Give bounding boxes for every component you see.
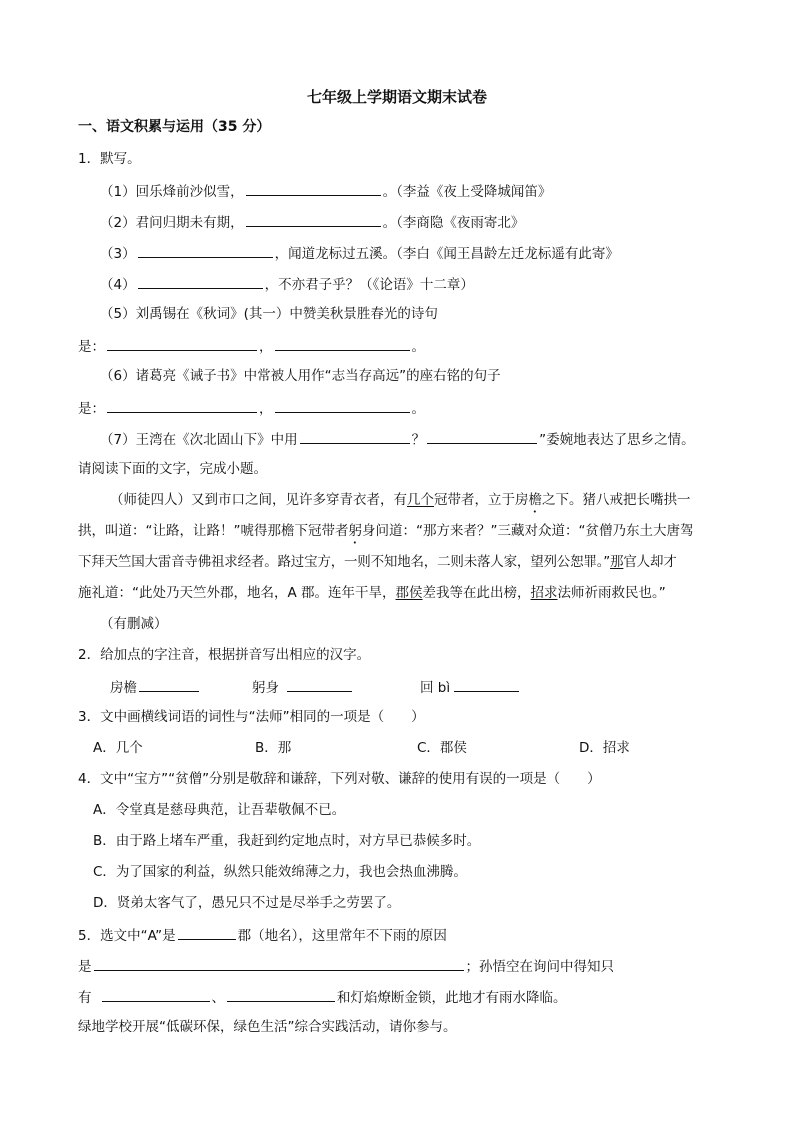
passage-text: 拱，叫道：“让路，让路！”唬得那檐下冠带者 [78,523,349,539]
q1-item-7 [100,429,695,449]
q2-item-a [110,677,201,697]
q1-item-3-pre: （3） [100,246,136,262]
q4-option-c[interactable]: C．为了国家的利益，纵然只能效绵薄之力，我也会热血沸腾。 [93,864,467,880]
answer-blank[interactable] [454,677,519,692]
q3-option-a[interactable]: A．几个 [93,740,143,756]
underlined-word: 招求 [530,585,558,601]
page-title: 七年级上学期语文期末试卷 [306,88,487,106]
q2-word: 房檐 [110,680,137,696]
q5-line-2 [78,956,614,976]
passage-line-2 [78,522,693,547]
q5-text: 和灯焰燎断金锁，此地才有雨水降临。 [337,990,567,1006]
answer-blank[interactable] [138,243,273,258]
passage-text: 身问道：“那方来者？”三藏对众道：“贫僧乃东土大唐驾 [362,523,694,539]
reading-intro: 请阅读下面的文字，完成小题。 [78,461,267,477]
q2-item-c [420,677,521,697]
q1-item-3-post: ，闻道龙标过五溪。（李白《闻王昌龄左迁龙标遥有此寄》 [274,246,619,262]
q5-line-1 [78,925,447,945]
q4-option-d[interactable]: D．贤弟太客气了，愚兄只不过是尽举手之劳罢了。 [93,895,401,911]
q5-text: 、 [211,990,225,1006]
q1-item-2 [100,212,524,232]
q4-option-b[interactable]: B．由于路上堵车严重，我赶到约定地点时，对方早已恭候多时。 [93,833,481,849]
q1-item-5-pre: 是： [78,339,105,355]
passage-text: 官人却才 [623,554,677,570]
passage-line-3 [78,553,677,571]
answer-blank[interactable] [287,677,352,692]
passage-line-4 [78,584,666,602]
q5-line-3 [78,987,567,1007]
answer-blank[interactable] [275,398,410,413]
q2-item-b [252,677,354,697]
q1-item-5-mid: ， [259,339,273,355]
answer-blank[interactable] [138,274,263,289]
q2-word: 躬身 [252,680,279,696]
q3-stem: 3．文中画横线词语的词性与“法师”相同的一项是（ ） [78,709,425,725]
q1-item-2-pre: （2）君问归期未有期， [100,215,244,231]
q1-item-6-line2 [78,398,425,418]
q1-item-4 [100,274,474,294]
answer-blank[interactable] [275,336,410,351]
q1-item-3 [100,243,619,263]
dotted-character: 躬 [348,523,362,539]
q1-item-5-line2 [78,336,425,356]
passage-text: （师徒四人）又到市口之间，见许多穿青衣者，有 [110,492,407,508]
answer-blank[interactable] [107,398,257,413]
q1-item-2-post: 。（李商隐《夜雨寄北》 [382,215,525,231]
passage-text: 法师祈雨救民也。” [557,585,666,601]
q1-item-7-pre: （7）王湾在《次北固山下》中用 [100,432,298,448]
answer-blank[interactable] [178,925,236,940]
q1-item-5-line1: （5）刘禹锡在《秋词》(其一）中赞美秋景胜春光的诗句 [100,306,438,322]
q4-option-a[interactable]: A．令堂真是慈母典范，让吾辈敬佩不已。 [93,802,346,818]
answer-blank[interactable] [139,677,199,692]
q3-option-b[interactable]: B．那 [255,740,292,756]
q1-item-6-post: 。 [411,401,425,417]
q1-item-4-post: ，不亦君子乎？（《论语》十二章） [264,277,474,293]
q1-item-4-pre: （4） [100,277,136,293]
q5-text: 5．选文中“A”是 [78,928,176,944]
q1-stem: 1．默写。 [78,151,141,167]
q3-option-c[interactable]: C．郡侯 [417,740,467,756]
q1-item-1-pre: （1）回乐烽前沙似雪， [100,184,244,200]
q2-word: 回 bì [420,680,451,696]
answer-blank[interactable] [227,987,335,1002]
underlined-word: 那 [610,554,624,570]
closing-line: 绿地学校开展“低碳环保，绿色生活”综合实践活动，请你参与。 [78,1019,457,1035]
passage-line-1 [110,491,691,516]
q4-stem: 4．文中“宝方”“贫僧”分别是敬辞和谦辞，下列对敬、谦辞的使用有误的一项是（ ） [78,771,601,787]
q1-item-6-line1: （6）诸葛亮《诫子书》中常被人用作“志当存高远”的座右铭的句子 [100,368,501,384]
passage-note: （有删减） [100,616,168,632]
section-heading: 一、语文积累与运用（35 分） [78,119,271,135]
answer-blank[interactable] [246,181,381,196]
q1-item-6-mid: ， [259,401,273,417]
q1-item-7-post: ”委婉地表达了思乡之情。 [539,432,695,448]
underlined-word: 几个 [407,492,434,508]
q5-text: 有 [78,990,92,1006]
passage-text: 施礼道：“此处乃天竺外郡，地名，A 郡。连年干旱， [78,585,396,601]
passage-text: 冠带者，立于房 [434,492,529,508]
q1-item-6-pre: 是： [78,401,105,417]
q2-stem: 2．给加点的字注音，根据拼音写出相应的汉字。 [78,647,371,663]
passage-text: 之下。猪八戒把长嘴拱一 [542,492,691,508]
underlined-word: 郡侯 [395,585,423,601]
answer-blank[interactable] [300,429,410,444]
answer-blank[interactable] [102,987,210,1002]
q1-item-1 [100,181,551,201]
q5-text: 郡（地名），这里常年不下雨的原因 [237,928,447,944]
answer-blank[interactable] [107,336,257,351]
answer-blank[interactable] [427,429,537,444]
answer-blank[interactable] [246,212,381,227]
q1-item-1-post: 。（李益《夜上受降城闻笛》 [382,184,552,200]
q5-text: 是 [78,959,92,975]
q1-item-5-post: 。 [411,339,425,355]
q5-text: ；孙悟空在询问中得知只 [465,959,614,975]
passage-text: 下拜天竺国大雷音寺佛祖求经者。路过宝方，一则不知地名，二则未落人家，望列公恕罪。” [78,554,611,570]
answer-blank[interactable] [94,956,464,971]
dotted-character: 檐 [528,492,542,508]
passage-text: 差我等在此出榜， [422,585,531,601]
q3-option-d[interactable]: D．招求 [579,740,630,756]
q1-item-7-mid: ？ [411,432,426,448]
